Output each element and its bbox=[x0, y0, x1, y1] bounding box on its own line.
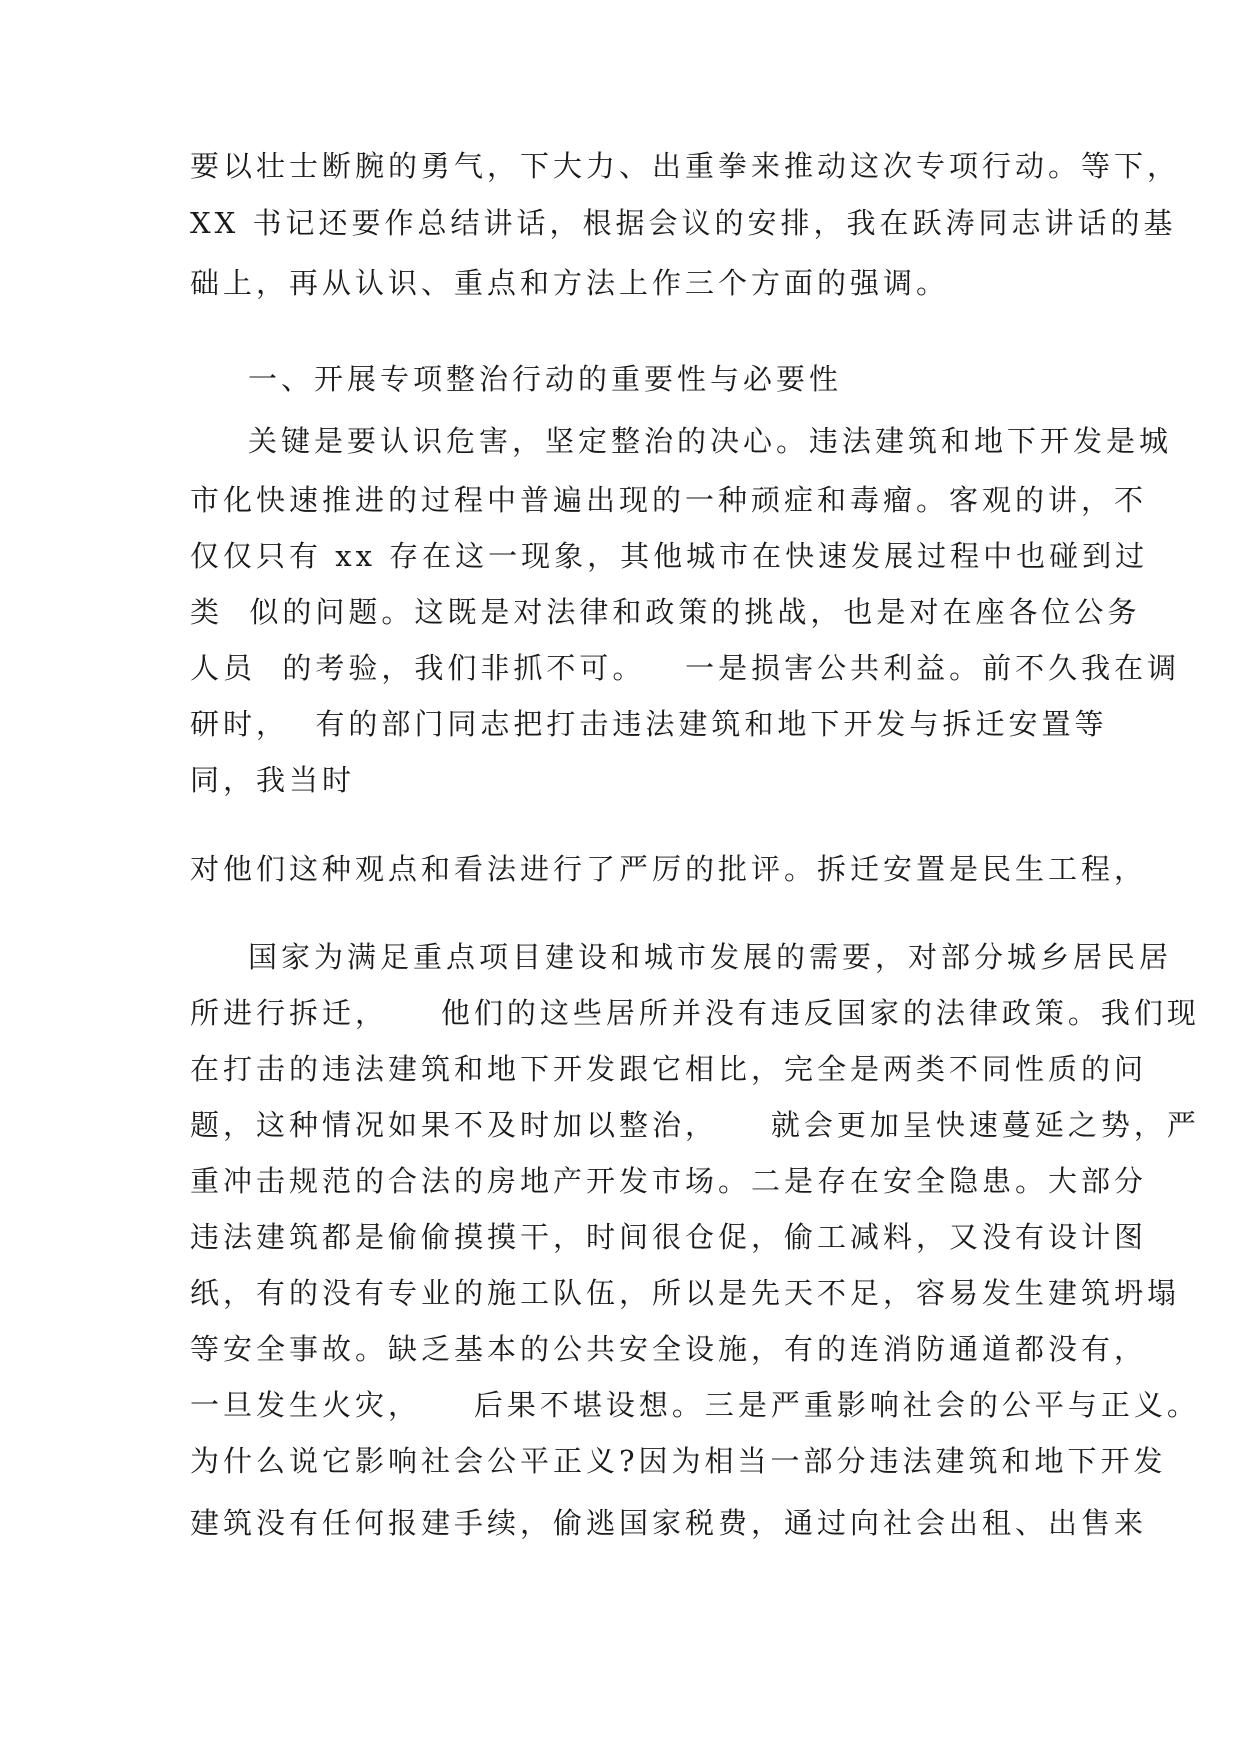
text-line: 题，这种情况如果不及时加以整治， 就会更加呈快速蔓延之势，严 bbox=[190, 1108, 1200, 1142]
section-heading: 一、开展专项整治行动的重要性与必要性 bbox=[248, 362, 843, 396]
text-line: 关键是要认识危害，坚定整治的决心。违法建筑和地下开发是城 bbox=[248, 424, 1173, 458]
text-line: 对他们这种观点和看法进行了严厉的批评。拆迁安置是民生工程， bbox=[190, 852, 1148, 886]
text-line: 要以壮士断腕的勇气，下大力、出重拳来推动这次专项行动。等下， bbox=[190, 149, 1181, 183]
text-line: 市化快速推进的过程中普遍出现的一种顽症和毒瘤。客观的讲，不 bbox=[190, 483, 1148, 517]
text-line: 类 似的问题。这既是对法律和政策的挑战，也是对在座各位公务 bbox=[190, 595, 1141, 629]
text-line: 等安全事故。缺乏基本的公共安全设施，有的连消防通道都没有， bbox=[190, 1332, 1148, 1366]
text-line: 同，我当时 bbox=[190, 763, 356, 797]
text-line: 违法建筑都是偷偷摸摸干，时间很仓促，偷工减料，又没有设计图 bbox=[190, 1220, 1148, 1254]
text-line: 重冲击规范的合法的房地产开发市场。二是存在安全隐患。大部分 bbox=[190, 1164, 1148, 1198]
text-line: 国家为满足重点项目建设和城市发展的需要，对部分城乡居民居 bbox=[248, 940, 1173, 974]
text-line: 人员 的考验，我们非抓不可。 一是损害公共利益。前不久我在调 bbox=[190, 651, 1181, 685]
text-line: 在打击的违法建筑和地下开发跟它相比，完全是两类不同性质的问 bbox=[190, 1052, 1148, 1086]
text-line: XX 书记还要作总结讲话，根据会议的安排，我在跃涛同志讲话的基 bbox=[190, 206, 1177, 240]
text-line: 纸，有的没有专业的施工队伍，所以是先天不足，容易发生建筑坍塌 bbox=[190, 1276, 1181, 1310]
text-line: 础上，再从认识、重点和方法上作三个方面的强调。 bbox=[190, 266, 950, 300]
text-line: 一旦发生火灾， 后果不堪设想。三是严重影响社会的公平与正义。 bbox=[190, 1388, 1200, 1422]
text-line: 为什么说它影响社会公平正义?因为相当一部分违法建筑和地下开发 bbox=[190, 1444, 1167, 1478]
text-line: 建筑没有任何报建手续，偷逃国家税费，通过向社会出租、出售来 bbox=[190, 1506, 1148, 1540]
text-line: 仅仅只有 xx 存在这一现象，其他城市在快速发展过程中也碰到过 bbox=[190, 539, 1149, 573]
text-line: 研时， 有的部门同志把打击违法建筑和地下开发与拆迁安置等 bbox=[190, 707, 1108, 741]
text-line: 所进行拆迁， 他们的这些居所并没有违反国家的法律政策。我们现 bbox=[190, 996, 1200, 1030]
